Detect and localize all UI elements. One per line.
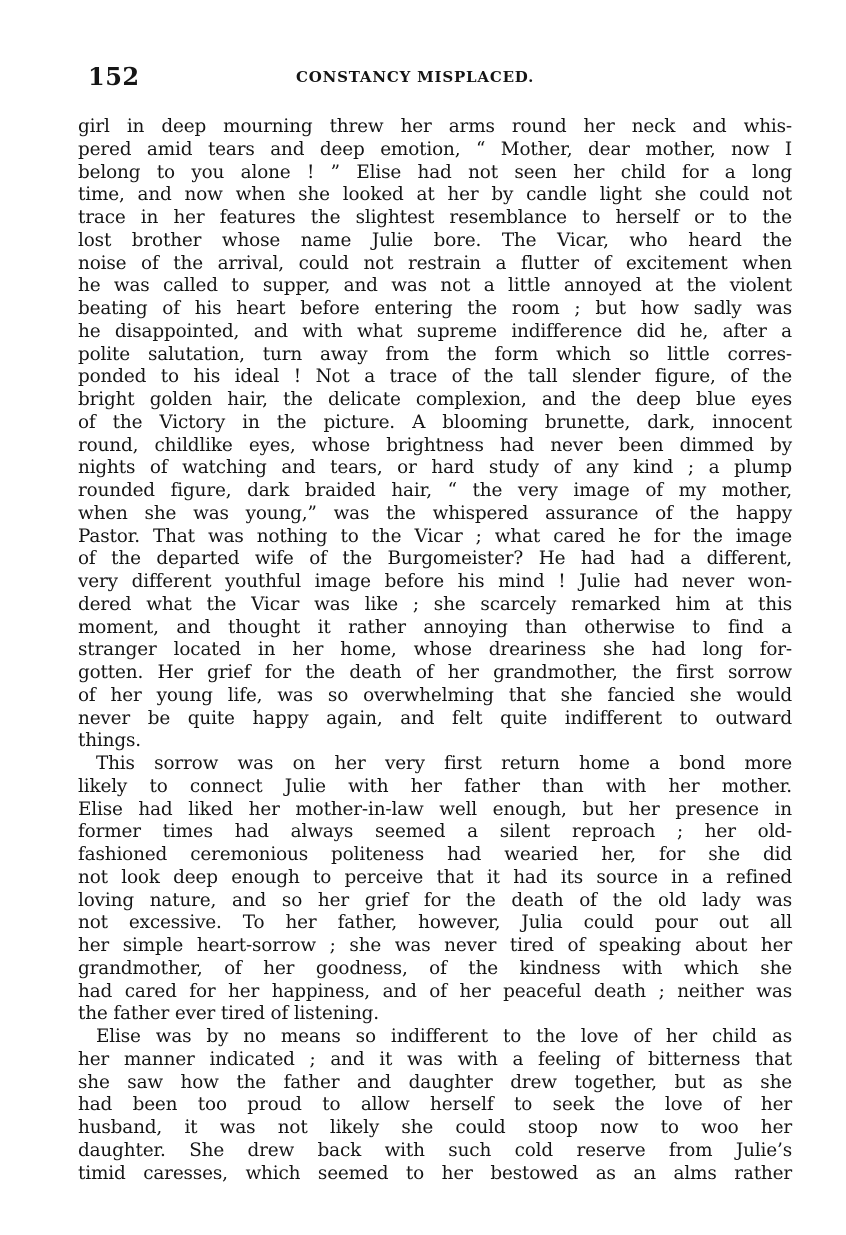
text-line: grandmother, of her goodness, of the kindness with which she: [78, 957, 792, 979]
paragraph-first-line: This sorrow was on her very first return home a bond more: [96, 753, 792, 774]
text-line: moment, and thought it rather annoying than otherwise to find a: [78, 616, 792, 638]
text-line: Pastor. That was nothing to the Vicar ; what cared he for the image: [78, 525, 792, 547]
text-line: her simple heart-sorrow ; she was never tired of speaking about her: [78, 935, 792, 956]
text-line: dered what the Vicar was like ; she scarcely remarked him at this: [78, 593, 792, 615]
text-line: belong to you alone ! ” Elise had not seen her child for a long: [78, 161, 792, 183]
text-line: Elise had liked her mother-in-law well enough, but her presence in: [78, 798, 792, 820]
text-line: never be quite happy again, and felt quite indifferent to outward: [78, 707, 792, 729]
text-line: timid caresses, which seemed to her bestowed as an alms rather: [78, 1162, 792, 1184]
text-line: girl in deep mourning threw her arms round her neck and whis-: [78, 116, 792, 137]
text-line: former times had always seemed a silent reproach ; her old-: [78, 821, 792, 843]
text-line: her manner indicated ; and it was with a feeling of bitterness that: [78, 1048, 792, 1070]
text-line: not excessive. To her father, however, Julia could pour out all: [78, 912, 792, 934]
text-line: of the departed wife of the Burgomeister? He had had a different,: [78, 548, 792, 570]
paragraph-first-line: Elise was by no means so indifferent to the love of her child as: [96, 1026, 792, 1047]
text-line: likely to connect Julie with her father than with her mother.: [78, 775, 792, 797]
text-line: had been too proud to allow herself to seek the love of her: [78, 1094, 792, 1116]
text-line: fashioned ceremonious politeness had wearied her, for she did: [78, 844, 792, 865]
page-header: [88, 62, 788, 92]
text-line: things.: [78, 730, 141, 752]
text-line: daughter. She drew back with such cold reserve from Julie’s: [78, 1139, 792, 1161]
text-line: of her young life, was so overwhelming that she fancied she would: [78, 684, 792, 706]
text-line: he disappointed, and with what supreme indifference did he, after a: [78, 320, 792, 342]
running-title: CONSTANCY MISPLACED.: [296, 68, 535, 86]
text-line: nights of watching and tears, or hard study of any kind ; a plump: [78, 457, 792, 479]
text-line: husband, it was not likely she could stoop now to woo her: [78, 1117, 792, 1138]
text-line: time, and now when she looked at her by candle light she could not: [78, 184, 792, 206]
text-line: he was called to supper, and was not a little annoyed at the violent: [78, 275, 792, 297]
text-line: loving nature, and so her grief for the death of the old lady was: [78, 889, 792, 911]
text-line: noise of the arrival, could not restrain a flutter of excitement when: [78, 252, 792, 274]
text-line: polite salutation, turn away from the form which so little corres-: [78, 343, 792, 365]
text-line: the father ever tired of listening.: [78, 1003, 379, 1025]
text-line: she saw how the father and daughter drew together, but as she: [78, 1071, 792, 1093]
text-line: when she was young,” was the whispered assurance of the happy: [78, 502, 792, 524]
text-line: ponded to his ideal ! Not a trace of the tall slender figure, of the: [78, 366, 792, 388]
body-text: [78, 116, 792, 1185]
text-line: of the Victory in the picture. A blooming brunette, dark, innocent: [78, 411, 792, 433]
text-line: rounded figure, dark braided hair, “ the very image of my mother,: [78, 480, 792, 501]
text-line: pered amid tears and deep emotion, “ Mother, dear mother, now I: [78, 138, 792, 160]
text-line: very different youthful image before his mind ! Julie had never won-: [78, 571, 792, 592]
text-line: gotten. Her grief for the death of her grandmother, the first sorrow: [78, 662, 792, 683]
text-line: trace in her features the slightest resemblance to herself or to the: [78, 207, 792, 228]
text-line: not look deep enough to perceive that it had its source in a refined: [78, 866, 792, 888]
text-line: round, childlike eyes, whose brightness had never been dimmed by: [78, 434, 792, 456]
text-line: bright golden hair, the delicate complexion, and the deep blue eyes: [78, 389, 792, 410]
text-line: stranger located in her home, whose dreariness she had long for-: [78, 639, 792, 661]
text-line: had cared for her happiness, and of her peaceful death ; neither was: [78, 980, 792, 1002]
page-number: 152: [88, 62, 140, 91]
text-line: lost brother whose name Julie bore. The Vicar, who heard the: [78, 229, 792, 251]
text-line: beating of his heart before entering the room ; but how sadly was: [78, 298, 792, 319]
